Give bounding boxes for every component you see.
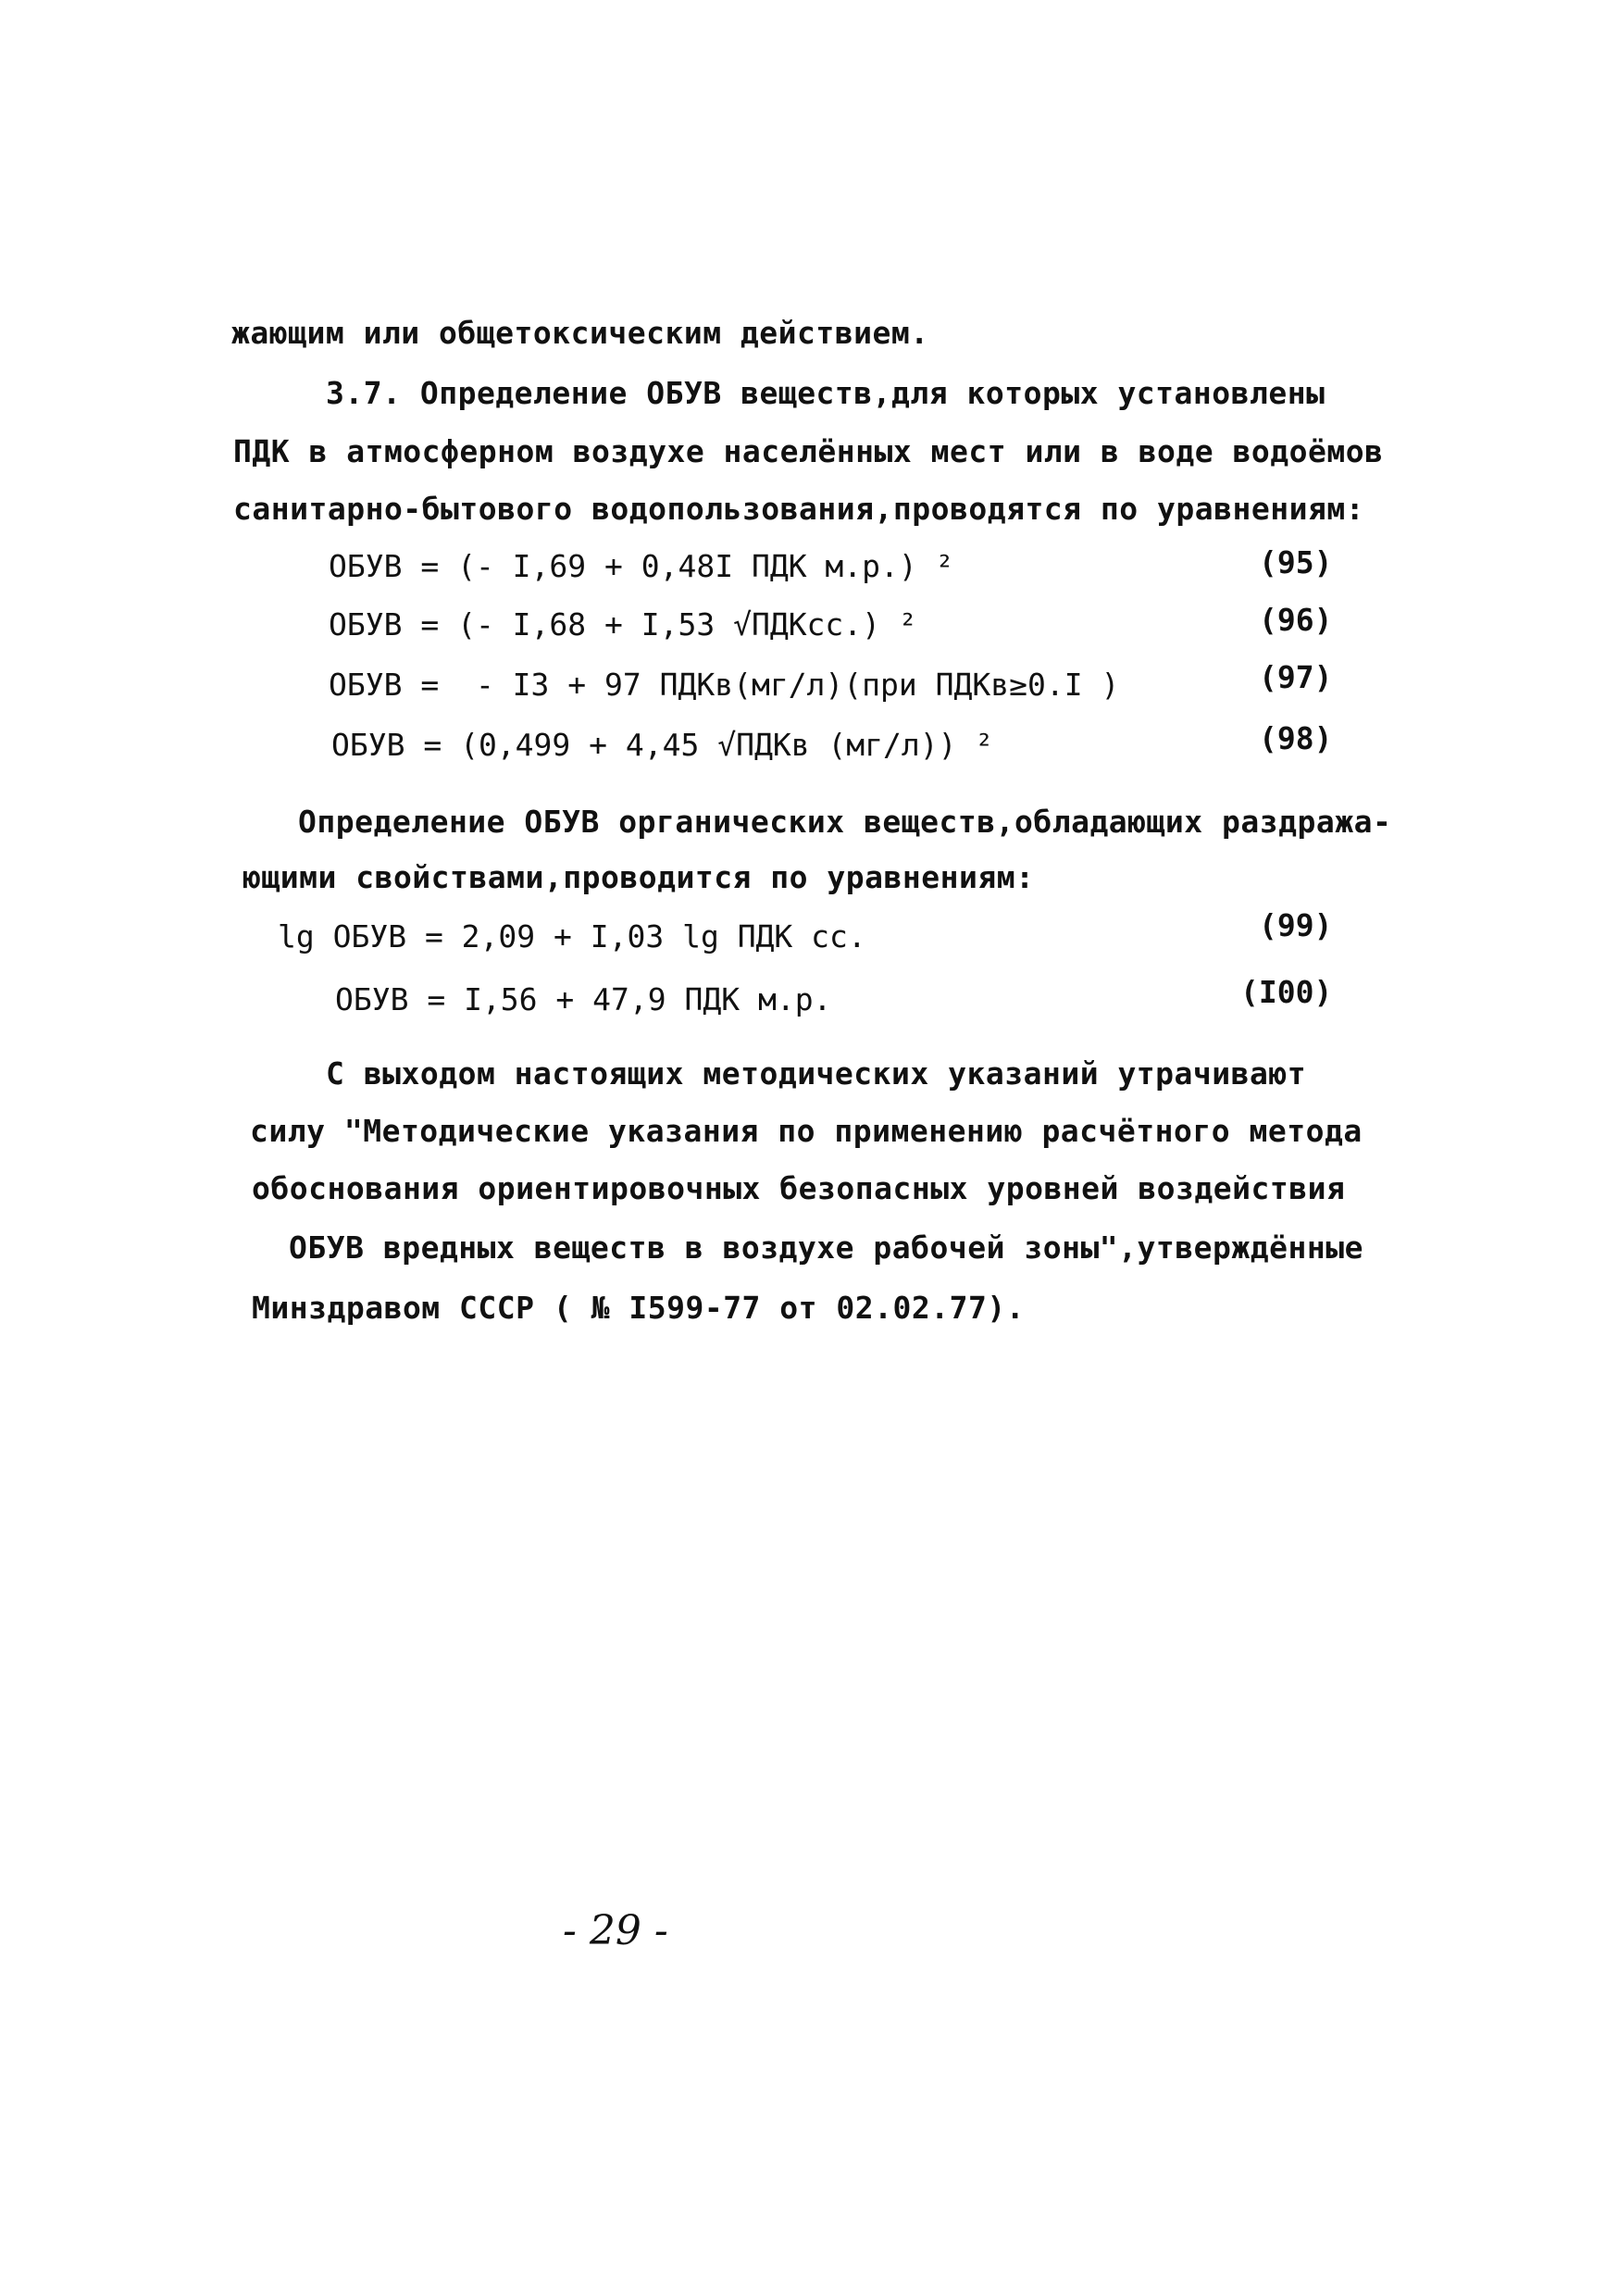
equation-98: ОБУВ = (0,499 + 4,45 √ПДКв (мг/л)) ² [331, 727, 994, 763]
closing-line-5: Минздравом СССР ( № I599-77 от 02.02.77). [252, 1290, 1026, 1326]
equation-number-95: (95) [1259, 544, 1333, 580]
closing-line-4: ОБУВ вредных веществ в воздухе рабочей зоны",утверждённые [289, 1229, 1363, 1266]
equation-number-98: (98) [1259, 720, 1333, 756]
page-number: - 29 - [563, 1907, 668, 1954]
equation-99: lg ОБУВ = 2,09 + I,03 lg ПДК сс. [278, 918, 866, 955]
section-3-7-line-1: 3.7. Определение ОБУВ веществ,для которых установлены [326, 375, 1326, 411]
closing-line-3: обоснования ориентировочных безопасных уровней воздействия [252, 1170, 1346, 1206]
equation-97: ОБУВ = - I3 + 97 ПДКв(мг/л)(при ПДКв≥0.I ) [329, 667, 1120, 703]
equation-number-97: (97) [1259, 659, 1333, 695]
closing-line-1: С выходом настоящих методических указаний утрачивают [326, 1055, 1307, 1092]
organic-line-1: Определение ОБУВ органических веществ,обладающих раздража- [298, 804, 1392, 840]
organic-line-2: ющими свойствами,проводится по уравнениям: [243, 859, 1035, 895]
equation-number-96: (96) [1259, 602, 1333, 638]
section-3-7-line-3: санитарно-бытового водопользования,проводятся по уравнениям: [233, 491, 1365, 527]
equation-96: ОБУВ = (- I,68 + I,53 √ПДКсс.) ² [329, 606, 917, 643]
intro-line-1: жающим или общетоксическим действием. [231, 315, 929, 351]
section-3-7-line-2: ПДК в атмосферном воздухе населённых мест или в воде водоёмов [233, 433, 1384, 469]
closing-line-2: силу "Методические указания по применению расчётного метода [250, 1113, 1363, 1149]
equation-number-99: (99) [1259, 907, 1333, 943]
equation-100: ОБУВ = I,56 + 47,9 ПДК м.р. [335, 981, 832, 1017]
equation-number-100: (I00) [1240, 974, 1333, 1010]
equation-95: ОБУВ = (- I,69 + 0,48I ПДК м.р.) ² [329, 548, 954, 584]
